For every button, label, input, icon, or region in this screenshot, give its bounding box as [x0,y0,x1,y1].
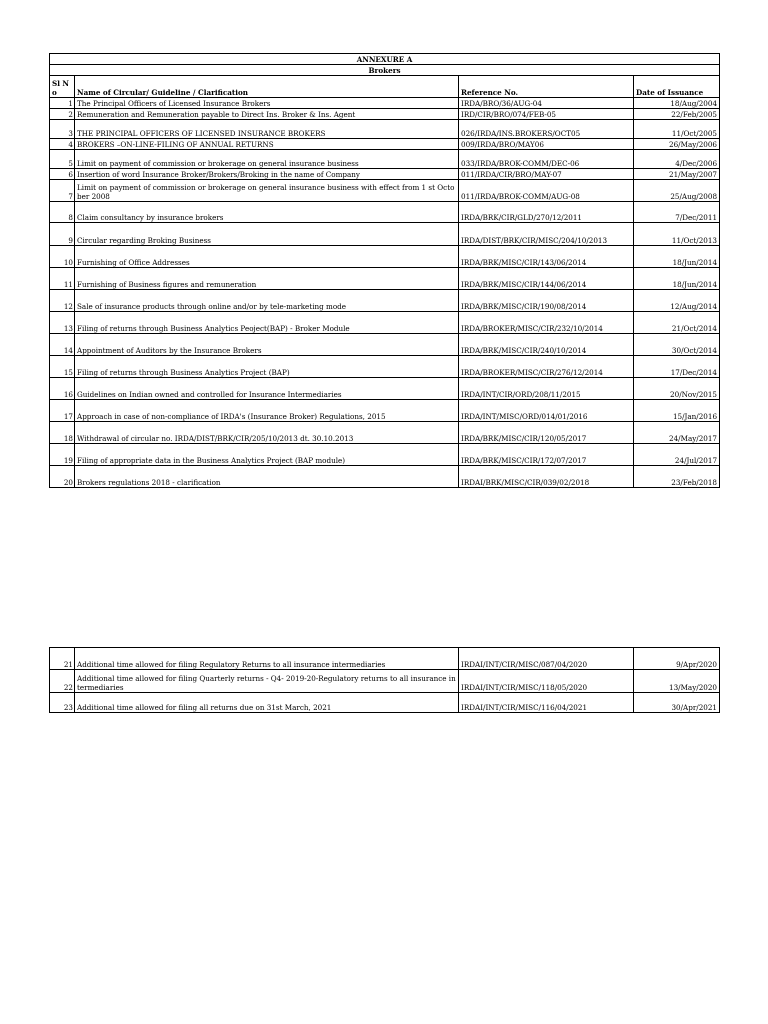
issue-date-cell: 20/Nov/2015 [634,378,720,400]
issue-date-cell: 24/May/2017 [634,422,720,444]
issue-date-cell: 17/Dec/2014 [634,356,720,378]
sl-cell: 2 [50,109,75,120]
sl-cell: 5 [50,150,75,169]
issue-date-cell: 18/Jun/2014 [634,268,720,290]
table-row [50,466,720,488]
sl-cell: 8 [50,202,75,223]
issue-date-cell: 23/Feb/2018 [634,466,720,488]
sl-cell: 11 [50,268,75,290]
table-row [50,109,720,120]
issue-date-cell: 11/Oct/2013 [634,223,720,246]
reference-no-cell: IRDAI/INT/CIR/MISC/118/05/2020 [459,670,634,693]
sl-cell: 13 [50,312,75,334]
table-row [50,648,720,670]
col-header-name: Name of Circular/ Guideline / Clarification [75,76,459,98]
issue-date-cell: 21/Oct/2014 [634,312,720,334]
table-row [50,312,720,334]
issue-date-cell: 24/Jul/2017 [634,444,720,466]
issue-date-cell: 30/Oct/2014 [634,334,720,356]
sl-cell: 12 [50,290,75,312]
circular-name-cell: Filing of appropriate data in the Business Analytics Project (BAP module) [75,444,459,466]
sl-cell: 14 [50,334,75,356]
sl-cell: 10 [50,246,75,268]
table-row [50,422,720,444]
reference-no-cell: IRDA/DIST/BRK/CIR/MISC/204/10/2013 [459,223,634,246]
circular-name-cell: Circular regarding Broking Business [75,223,459,246]
sl-cell: 3 [50,120,75,139]
circular-name-cell: Withdrawal of circular no. IRDA/DIST/BRK/CIR/205/10/2013 dt. 30.10.2013 [75,422,459,444]
issue-date-cell: 9/Apr/2020 [634,648,720,670]
reference-no-cell: IRDA/BROKER/MISC/CIR/232/10/2014 [459,312,634,334]
table-row [50,356,720,378]
table-row [50,98,720,109]
circular-name-cell: Filing of returns through Business Analytics Peoject(BAP) - Broker Module [75,312,459,334]
reference-no-cell: IRDA/INT/CIR/ORD/208/11/2015 [459,378,634,400]
sl-cell: 23 [50,693,75,713]
sl-cell: 7 [50,180,75,202]
table-row [50,693,720,713]
reference-no-cell: IRDA/BRO/36/AUG-04 [459,98,634,109]
issue-date-cell: 13/May/2020 [634,670,720,693]
section-title: Brokers [50,65,720,76]
table-row [50,268,720,290]
sl-cell: 16 [50,378,75,400]
col-header-sl: Sl No [50,76,75,98]
sl-cell: 4 [50,139,75,150]
circular-name-cell: Limit on payment of commission or brokerage on general insurance business with effect from 1 st October 2008 [75,180,459,202]
reference-no-cell: IRDA/BRK/MISC/CIR/190/08/2014 [459,290,634,312]
circulars-table [49,53,720,488]
sl-cell: 15 [50,356,75,378]
circular-name-cell: BROKERS –ON-LINE-FILING OF ANNUAL RETURNS [75,139,459,150]
table-row [50,444,720,466]
reference-no-cell: IRDAI/INT/CIR/MISC/116/04/2021 [459,693,634,713]
circular-name-cell: Filing of returns through Business Analytics Project (BAP) [75,356,459,378]
issue-date-cell: 11/Oct/2005 [634,120,720,139]
table-row [50,120,720,139]
reference-no-cell: IRDA/BRK/MISC/CIR/240/10/2014 [459,334,634,356]
issue-date-cell: 22/Feb/2005 [634,109,720,120]
table-row [50,202,720,223]
reference-no-cell: 011/IRDA/BROK-COMM/AUG-08 [459,180,634,202]
table-row [50,378,720,400]
issue-date-cell: 12/Aug/2014 [634,290,720,312]
reference-no-cell: 033/IRDA/BROK-COMM/DEC-06 [459,150,634,169]
annexure-title: ANNEXURE A [50,54,720,65]
issue-date-cell: 26/May/2006 [634,139,720,150]
circular-name-cell: Additional time allowed for filing all returns due on 31st March, 2021 [75,693,459,713]
reference-no-cell: IRDA/BRK/MISC/CIR/144/06/2014 [459,268,634,290]
sl-cell: 1 [50,98,75,109]
circular-name-cell: Claim consultancy by insurance brokers [75,202,459,223]
sl-cell: 9 [50,223,75,246]
circular-name-cell: Additional time allowed for filing Regulatory Returns to all insurance intermediaries [75,648,459,670]
table-row [50,400,720,422]
reference-no-cell: 026/IRDA/INS.BROKERS/OCT05 [459,120,634,139]
circular-name-cell: The Principal Officers of Licensed Insurance Brokers [75,98,459,109]
table-row [50,223,720,246]
table-row [50,169,720,180]
sl-cell: 20 [50,466,75,488]
issue-date-cell: 18/Aug/2004 [634,98,720,109]
table-row [50,139,720,150]
circular-name-cell: Appointment of Auditors by the Insurance Brokers [75,334,459,356]
circulars-table-continued [49,647,720,713]
issue-date-cell: 30/Apr/2021 [634,693,720,713]
circular-name-cell: THE PRINCIPAL OFFICERS OF LICENSED INSURANCE BROKERS [75,120,459,139]
issue-date-cell: 21/May/2007 [634,169,720,180]
reference-no-cell: IRDAI/BRK/MISC/CIR/039/02/2018 [459,466,634,488]
circular-name-cell: Guidelines on Indian owned and controlled for Insurance Intermediaries [75,378,459,400]
reference-no-cell: 009/IRDA/BRO/MAY06 [459,139,634,150]
issue-date-cell: 4/Dec/2006 [634,150,720,169]
sl-cell: 18 [50,422,75,444]
reference-no-cell: IRD/CIR/BRO/074/FEB-05 [459,109,634,120]
sl-cell: 21 [50,648,75,670]
circular-name-cell: Additional time allowed for filing Quarterly returns - Q4- 2019-20-Regulatory returns to all insurance intermediaries [75,670,459,693]
reference-no-cell: IRDA/BRK/MISC/CIR/143/06/2014 [459,246,634,268]
col-header-date: Date of Issuance [634,76,720,98]
circular-name-cell: Sale of insurance products through online and/or by tele-marketing mode [75,290,459,312]
circular-name-cell: Furnishing of Business figures and remuneration [75,268,459,290]
issue-date-cell: 15/Jan/2016 [634,400,720,422]
circular-name-cell: Insertion of word Insurance Broker/Brokers/Broking in the name of Company [75,169,459,180]
issue-date-cell: 25/Aug/2008 [634,180,720,202]
circular-name-cell: Approach in case of non-compliance of IRDA's (Insurance Broker) Regulations, 2015 [75,400,459,422]
circular-name-cell: Brokers regulations 2018 - clarification [75,466,459,488]
reference-no-cell: IRDA/BRK/MISC/CIR/120/05/2017 [459,422,634,444]
issue-date-cell: 7/Dec/2011 [634,202,720,223]
reference-no-cell: IRDA/INT/MISC/ORD/014/01/2016 [459,400,634,422]
reference-no-cell: IRDA/BRK/MISC/CIR/172/07/2017 [459,444,634,466]
table-row [50,670,720,693]
circular-name-cell: Furnishing of Office Addresses [75,246,459,268]
reference-no-cell: IRDA/BROKER/MISC/CIR/276/12/2014 [459,356,634,378]
table-row [50,334,720,356]
sl-cell: 6 [50,169,75,180]
sl-cell: 19 [50,444,75,466]
sl-cell: 17 [50,400,75,422]
reference-no-cell: IRDA/BRK/CIR/GLD/270/12/2011 [459,202,634,223]
table-row [50,290,720,312]
circular-name-cell: Limit on payment of commission or brokerage on general insurance business [75,150,459,169]
col-header-ref: Reference No. [459,76,634,98]
issue-date-cell: 18/Jun/2014 [634,246,720,268]
reference-no-cell: 011/IRDA/CIR/BRO/MAY-07 [459,169,634,180]
sl-cell: 22 [50,670,75,693]
table-row [50,180,720,202]
circular-name-cell: Remuneration and Remuneration payable to Direct Ins. Broker & Ins. Agent [75,109,459,120]
table-row [50,246,720,268]
reference-no-cell: IRDAI/INT/CIR/MISC/087/04/2020 [459,648,634,670]
table-row [50,150,720,169]
